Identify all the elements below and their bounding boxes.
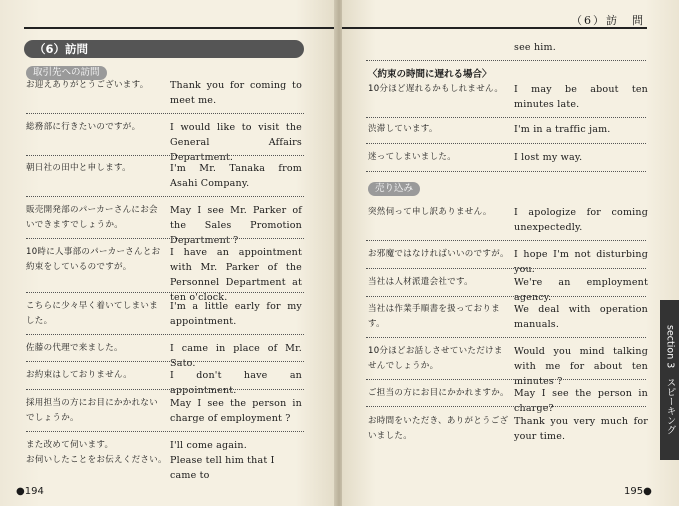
phrase-row — [26, 78, 302, 108]
phrase-row — [26, 120, 302, 165]
phrase-row — [368, 344, 648, 389]
top-rule — [24, 27, 336, 29]
japanese-phrase: 当社は作業手順書を扱っております。 — [368, 304, 501, 329]
phrase-row — [26, 299, 302, 329]
divider — [26, 196, 304, 197]
japanese-phrase: また改めて伺います。 お伺いしたことをお伝えください。 — [26, 440, 167, 465]
divider — [366, 240, 646, 241]
english-phrase: May I see the person in charge? — [514, 388, 648, 414]
section-side-tab: section 3 スピーキング — [660, 300, 679, 460]
divider — [26, 155, 304, 156]
divider — [26, 431, 304, 432]
japanese-phrase: 当社は人材派遣会社です。 — [368, 277, 473, 287]
japanese-phrase: 突然伺って申し訳ありません。 — [368, 207, 492, 217]
phrase-row — [26, 396, 302, 426]
english-phrase: I came in place of Mr. Sato. — [170, 343, 302, 369]
divider — [366, 60, 646, 61]
english-phrase: I lost my way. — [514, 152, 583, 163]
japanese-phrase: お約束はしておりません。 — [26, 370, 133, 380]
phrase-row — [26, 438, 304, 483]
top-rule — [342, 27, 647, 29]
divider — [26, 292, 304, 293]
divider — [366, 406, 646, 407]
english-phrase: I don't have an appointment. — [170, 370, 302, 396]
english-phrase: We deal with operation manuals. — [514, 304, 648, 330]
english-phrase: May I see the person in charge of employment ? — [170, 398, 302, 424]
divider — [366, 143, 646, 144]
japanese-phrase: 販売開発部のパーカーさんにお会いできますでしょうか。 — [26, 205, 158, 230]
divider — [26, 238, 304, 239]
english-phrase: May I see Mr. Parker of the Sales Promotion Department ? — [170, 205, 302, 246]
japanese-phrase: 総務部に行きたいのですが。 — [26, 122, 141, 132]
phrase-row — [368, 247, 648, 277]
english-phrase: I have an appointment with Mr. Parker of the Personnel Department at ten o'clock. — [170, 247, 302, 303]
divider — [26, 334, 304, 335]
english-phrase: We're an employment agency. — [514, 277, 648, 303]
english-phrase: Would you mind talking with me for about ten minutes ? — [514, 346, 648, 387]
divider — [366, 337, 646, 338]
divider — [366, 379, 646, 380]
page-number: ●194 — [16, 486, 44, 497]
english-phrase: I would like to visit the General Affairs Department. — [170, 122, 302, 163]
japanese-phrase: 朝日社の田中と申します。 — [26, 163, 131, 173]
page-number: 195● — [624, 486, 652, 497]
divider — [26, 113, 304, 114]
english-phrase: I'm a little early for my appointment. — [170, 301, 302, 327]
divider — [366, 268, 646, 269]
subheading: 〈約束の時間に遅れる場合〉 — [368, 69, 492, 80]
left-page — [0, 0, 336, 506]
english-phrase: I'll come again. Please tell him that I came to — [170, 440, 275, 481]
phrase-row — [368, 150, 648, 165]
phrase-row — [26, 203, 302, 248]
divider — [26, 361, 304, 362]
english-phrase: I'm in a traffic jam. — [514, 124, 611, 135]
phrase-row — [26, 161, 302, 191]
continued-text: see him. — [514, 42, 556, 53]
japanese-phrase: 渋滞しています。 — [368, 124, 438, 134]
japanese-phrase: 10時に人事部のパーカーさんとお約束をしているのですが。 — [26, 247, 161, 272]
english-phrase: I hope I'm not disturbing you. — [514, 249, 648, 275]
japanese-phrase: お迎えありがとうございます。 — [26, 80, 149, 90]
phrase-row — [26, 341, 302, 371]
divider — [366, 296, 646, 297]
japanese-phrase: 10分ほどお話しさせていただけませんでしょうか。 — [368, 346, 503, 371]
divider — [26, 389, 304, 390]
divider — [366, 171, 646, 172]
japanese-phrase: こちらに少々早く着いてしまいました。 — [26, 301, 159, 326]
phrase-row — [368, 386, 648, 416]
right-page — [342, 0, 679, 506]
phrase-row — [368, 302, 648, 332]
english-phrase: I'm Mr. Tanaka from Asahi Company. — [170, 163, 302, 189]
phrase-row — [368, 122, 648, 137]
japanese-phrase: 10分ほど遅れるかもしれません。 — [368, 84, 504, 94]
phrase-row — [368, 414, 648, 444]
phrase-row — [368, 82, 648, 112]
japanese-phrase: ご担当の方にお目にかかれますか。 — [368, 388, 509, 398]
english-phrase: Thank you very much for your time. — [514, 416, 648, 442]
phrase-row — [368, 205, 648, 235]
category-tag: 売り込み — [368, 182, 420, 196]
phrase-row — [26, 368, 302, 398]
divider — [366, 117, 646, 118]
japanese-phrase: 採用担当の方にお目にかかれないでしょうか。 — [26, 398, 159, 423]
phrase-row — [368, 275, 648, 305]
phrase-row — [26, 245, 302, 305]
japanese-phrase: お時間をいただき、ありがとうございました。 — [368, 416, 509, 441]
english-phrase: I apologize for coming unexpectedly. — [514, 207, 648, 233]
running-head: （6）訪 問 — [571, 14, 645, 27]
japanese-phrase: お邪魔ではなければいいのですが。 — [368, 249, 509, 259]
japanese-phrase: 迷ってしまいました。 — [368, 152, 457, 162]
japanese-phrase: 佐藤の代理で来ました。 — [26, 343, 123, 353]
english-phrase: Thank you for coming to meet me. — [170, 80, 302, 106]
section-title: （6）訪問 — [24, 40, 304, 58]
english-phrase: I may be about ten minutes late. — [514, 84, 648, 110]
category-tag: 取引先への訪問 — [26, 66, 107, 80]
